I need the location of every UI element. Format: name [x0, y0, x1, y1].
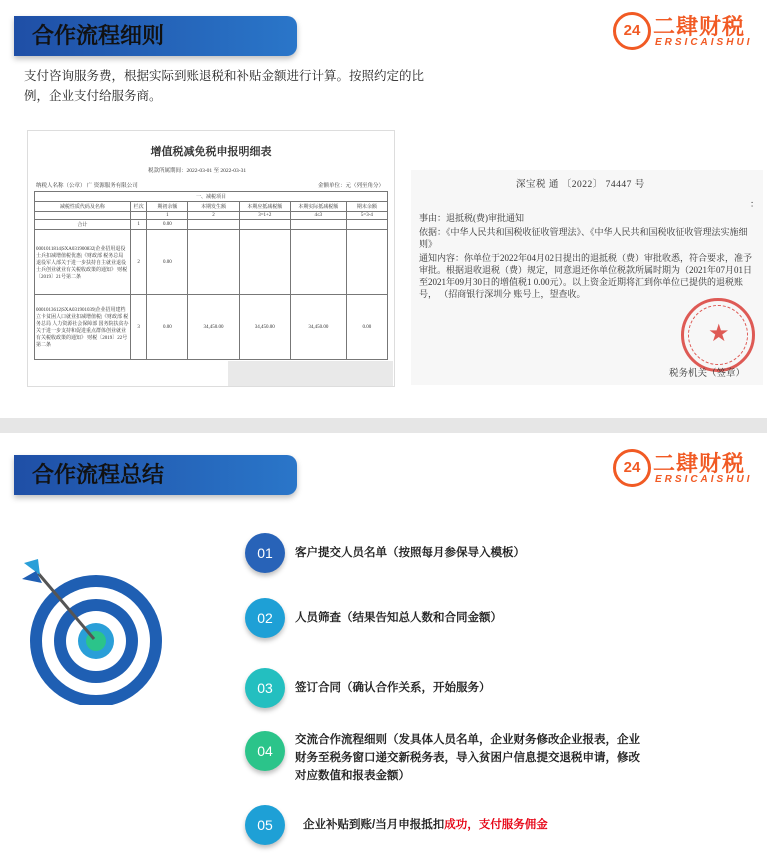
doc-unit: 金额单位：元（列至角分） — [317, 183, 384, 189]
step-text-highlight: 成功，支付服务佣金 — [444, 819, 548, 831]
table-row — [35, 230, 388, 295]
slide-cooperation-details — [0, 0, 767, 418]
table-header-cell: 本期发生额 — [188, 202, 239, 212]
step-number-badge: 03 — [245, 668, 285, 708]
slide-title: 合作流程细则 — [14, 16, 297, 56]
step-text — [303, 816, 648, 834]
notice-signature: 税务机关（签章） — [668, 369, 745, 379]
slide-title: 合作流程总结 — [14, 455, 297, 495]
table-cell: 0.00 — [147, 230, 188, 295]
table-cell: 34,450.00 — [188, 295, 239, 360]
blurred-region — [228, 361, 393, 387]
logo-name-en: ERSICAISHUI — [655, 474, 753, 485]
tax-refund-notice-document — [411, 170, 763, 385]
notice-line: 事由：退抵税(费)审批通知 — [419, 213, 524, 223]
table-cell — [290, 230, 346, 295]
table-cell — [188, 220, 239, 230]
table-cell — [239, 220, 290, 230]
notice-line: ： — [749, 199, 759, 209]
notice-line: 依据：《中华人民共和国税收征收管理法》、《中华人民共和国税收征收管理法实施细则》 — [419, 227, 748, 249]
table-subheader-cell: 4≤3 — [290, 212, 346, 220]
table-cell — [346, 230, 387, 295]
table-header-cell: 期初余额 — [147, 202, 188, 212]
table-body — [35, 220, 388, 360]
doc-period: 税款所属期间：2022-03-01 至 2022-03-31 — [148, 168, 247, 174]
table-row — [35, 295, 388, 360]
table-header-cell: 本期应抵减税额 — [239, 202, 290, 212]
table-subheader-row — [35, 212, 388, 220]
table-header-cell: 本期实际抵减税额 — [290, 202, 346, 212]
table-header-cell: 栏次 — [130, 202, 146, 212]
table-cell: 3 — [130, 295, 146, 360]
step-text-plain: 企业补贴到账/当月申报抵扣 — [303, 819, 445, 831]
logo-name-cn: 二肆财税 — [653, 451, 746, 476]
step-text: 签订合同（确认合作关系，开始服务） — [295, 682, 491, 694]
table-cell: 2 — [130, 230, 146, 295]
table-row — [35, 220, 388, 230]
company-logo — [607, 445, 759, 489]
target-icon — [16, 545, 176, 705]
table-section: 一、减税项目 — [35, 192, 388, 202]
notice-line: 通知内容：你单位于2022年04月02日提出的退抵税（费）审批收悉，符合要求，准予审批。根据退收退税（费）规定，同意退还你单位税款所属时期为（2021年07月01日至2021年09月30日的增值税1 0.00元）。以上资金近期将汇到你单位已提供的退税账号， （招商银行深圳分 账号上，望查收。 — [419, 253, 753, 299]
step-text: 人员筛查（结果告知总人数和合同金额） — [295, 612, 502, 624]
table-subheader-cell: 3=1+2 — [239, 212, 290, 220]
slide-cooperation-summary — [0, 433, 767, 857]
logo-mark: 24 — [613, 12, 651, 50]
description-text: 支付咨询服务费，根据实际到账退税和补贴金额进行计算。按照约定的比例，企业支付给服务商。 — [24, 68, 425, 103]
table-cell — [346, 220, 387, 230]
table-cell: 0.00 — [147, 220, 188, 230]
table-cell: 0.00 — [346, 295, 387, 360]
table-header-cell: 期末余额 — [346, 202, 387, 212]
table-cell: 0001013612|SXA031901039|企业招用建档立卡贫困人口就业扣减增值税|《财政部 税务总局 人力资源社会保障部 国务院扶贫办关于进一步支持和促进重点群体创业就业有关税收政策的通知》 财税〔2019〕22号第二条 — [35, 295, 131, 360]
step-number-badge: 04 — [245, 731, 285, 771]
table-subheader-cell — [35, 212, 131, 220]
notice-body — [419, 199, 759, 302]
table-cell: 34,450.00 — [290, 295, 346, 360]
logo-mark: 24 — [613, 449, 651, 487]
table-cell: 0.00 — [147, 295, 188, 360]
notice-number: 深宝税 通 〔2022〕 74447 号 — [516, 180, 645, 190]
table-subheader-cell: 5=3-4 — [346, 212, 387, 220]
step-text: 交流合作流程细则（发具体人员名单，企业财务修改企业报表，企业财务至税务窗口递交新税务表，导入贫困户信息提交退税申请，修改对应数值和报表金额） — [295, 734, 640, 782]
table-subheader-cell — [130, 212, 146, 220]
step-number-badge: 05 — [245, 805, 285, 845]
table-cell — [239, 230, 290, 295]
table-cell: 合计 — [35, 220, 131, 230]
company-logo — [607, 8, 759, 52]
table-header-row — [35, 202, 388, 212]
logo-name-cn: 二肆财税 — [653, 14, 746, 39]
tax-reduction-table-document — [27, 130, 395, 387]
reduction-table — [34, 191, 388, 360]
step-text: 客户提交人员名单（按照每月参保导入模板） — [295, 547, 525, 559]
table-cell: 34,450.00 — [239, 295, 290, 360]
table-header-cell: 减税性质代码及名称 — [35, 202, 131, 212]
step-number-badge: 02 — [245, 598, 285, 638]
table-cell: 1 — [130, 220, 146, 230]
table-cell — [188, 230, 239, 295]
doc-title: 增值税减免税申报明细表 — [150, 146, 272, 158]
table-subheader-cell: 1 — [147, 212, 188, 220]
official-stamp: ★ — [681, 298, 755, 372]
step-number-badge: 01 — [245, 533, 285, 573]
table-cell — [290, 220, 346, 230]
doc-payer: 纳税人名称（公章） 广 资源服务有限公司 — [36, 183, 138, 189]
logo-name-en: ERSICAISHUI — [655, 37, 753, 48]
table-cell: 0001011814|SXA031900832|企业招用退役士兵扣减增值税优惠|《财政部 税务总局 退役军人部关于进一步扶持自主就业退役士兵创业就业有关税收政策的通知》 财税〔2019〕21号第二条 — [35, 230, 131, 295]
table-subheader-cell: 2 — [188, 212, 239, 220]
